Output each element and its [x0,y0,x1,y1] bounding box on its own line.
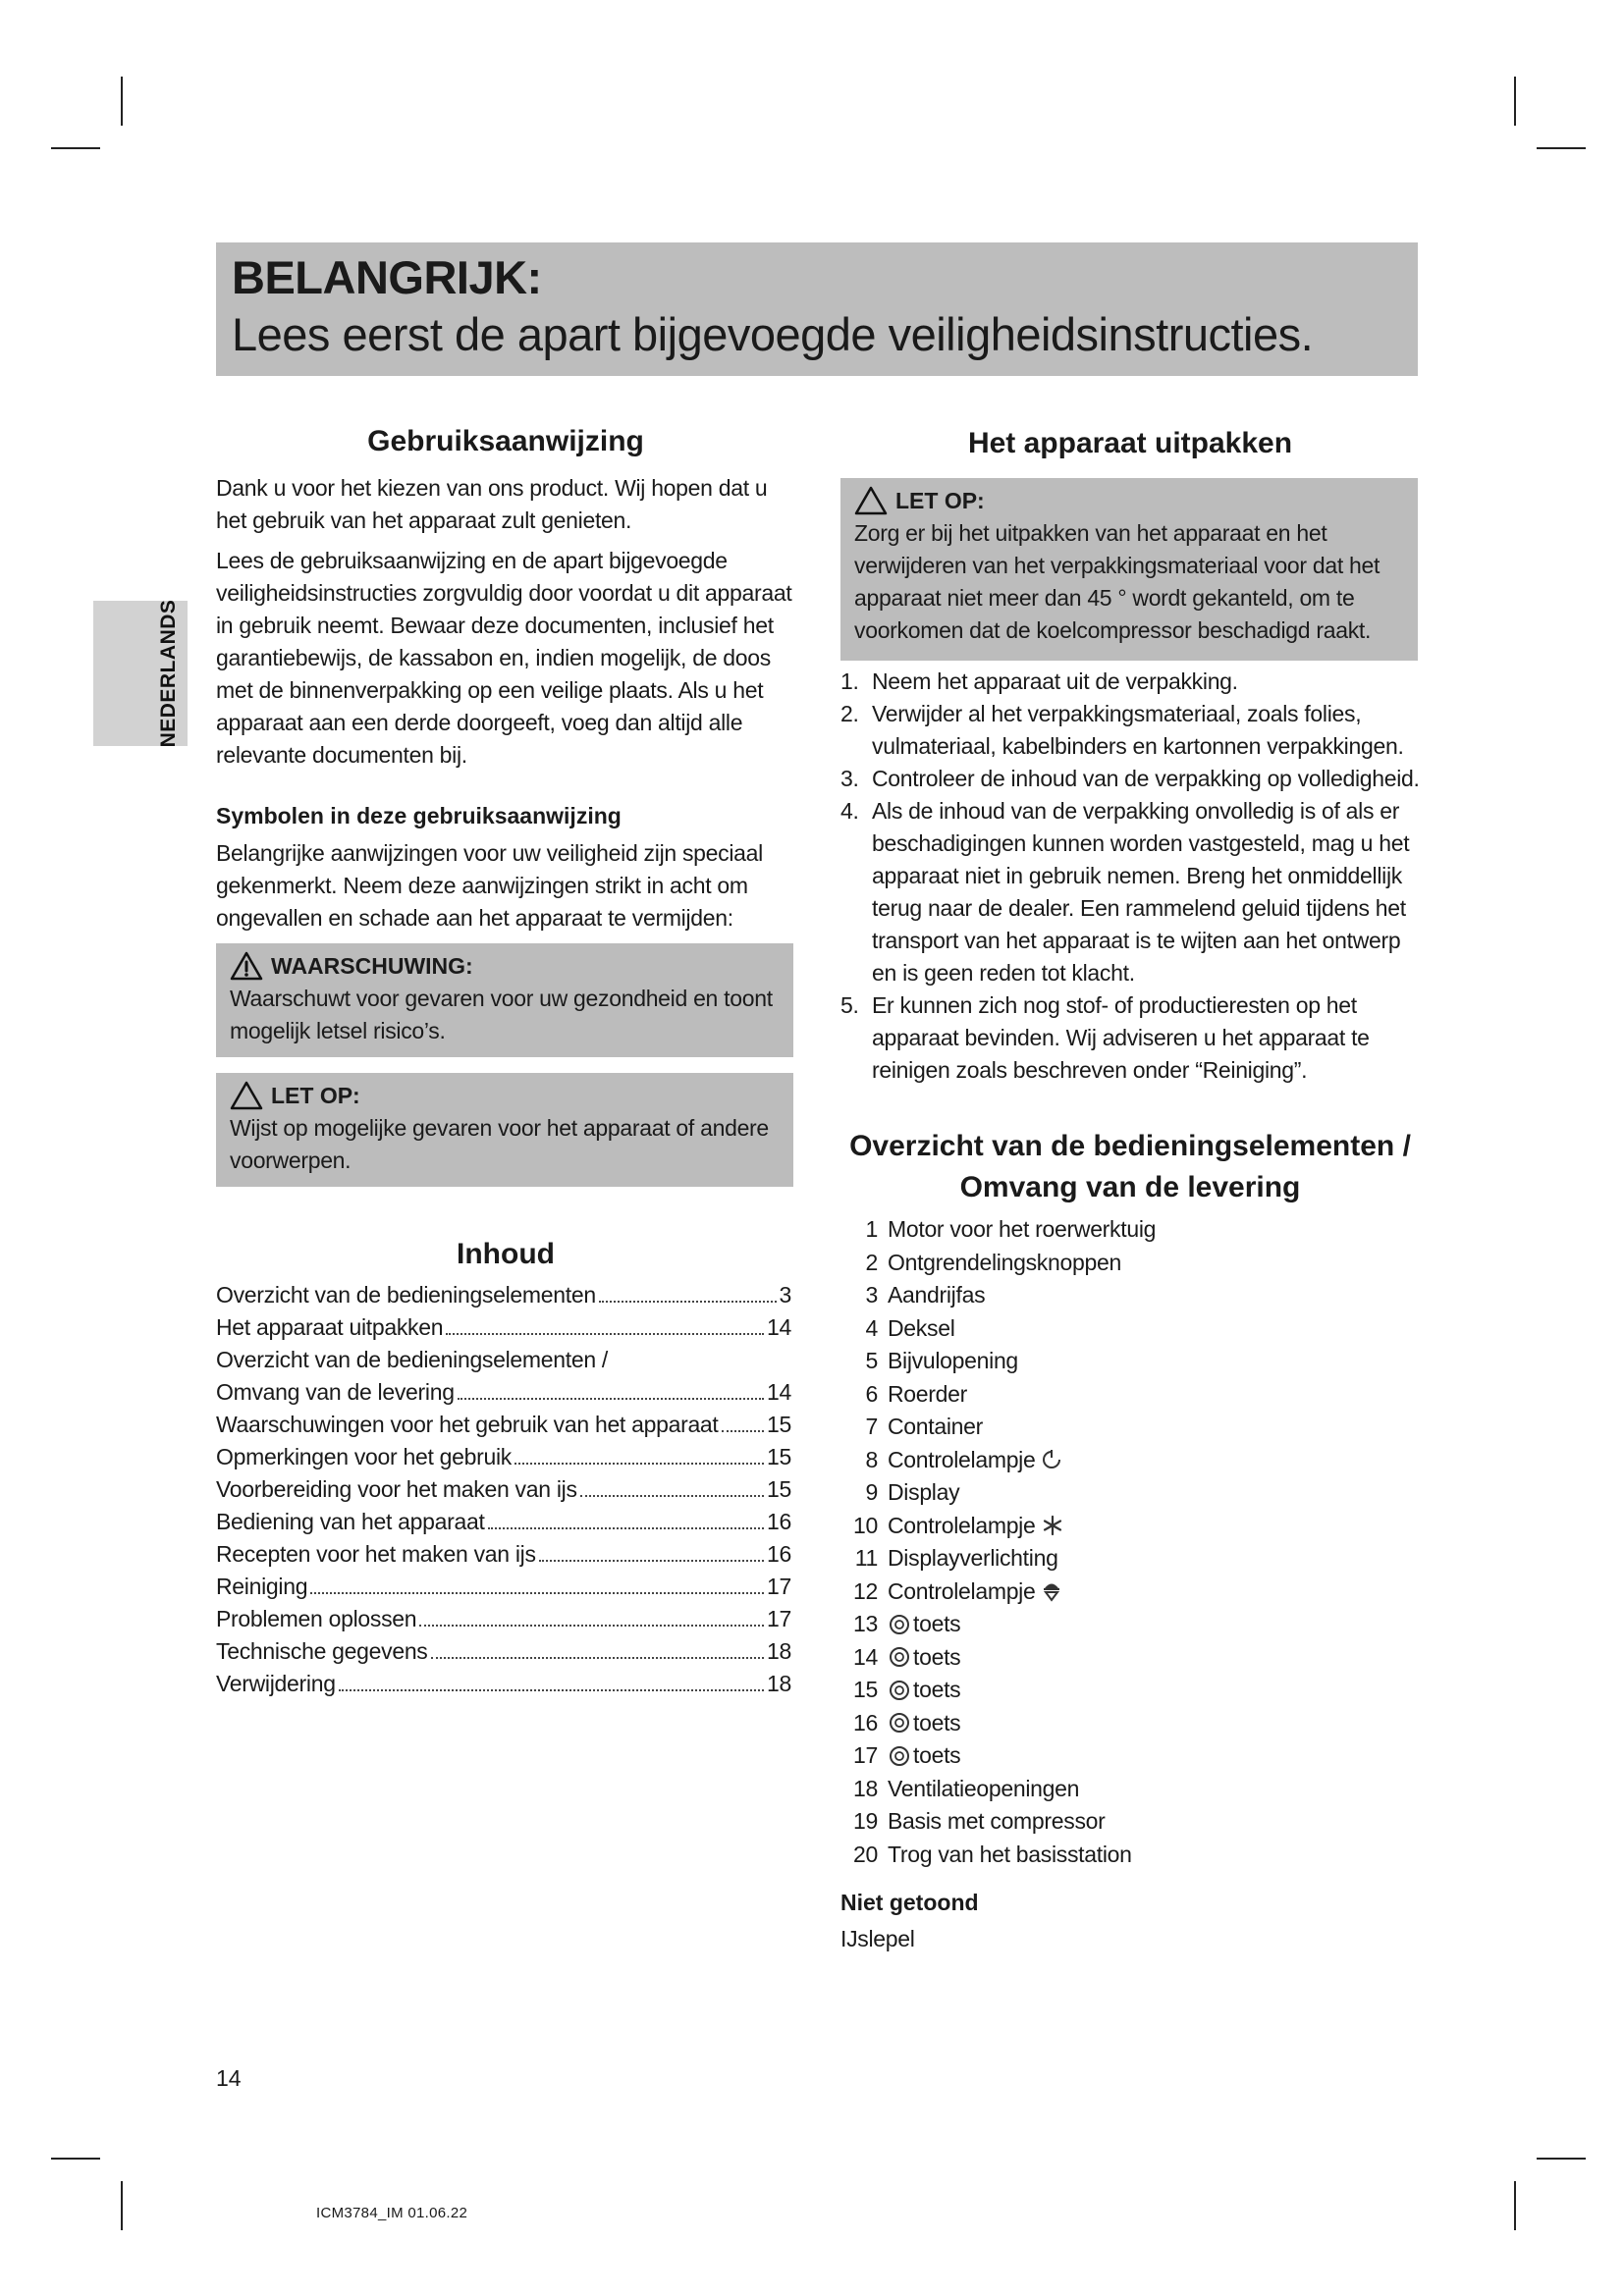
part-label: Controlelampje [888,1577,1036,1604]
list-item [840,763,1420,795]
part-number: 7 [865,1414,878,1440]
toc-page: 17 [767,1574,791,1599]
part-label: Deksel [888,1314,955,1341]
part-number: 12 [853,1577,878,1604]
part-list-item [840,1608,1282,1641]
caution-text: Wijst op mogelijke gevaren voor het apparaat of andere voorwerpen. [230,1115,769,1173]
part-label: Controlelampje [888,1446,1036,1472]
part-list-item [840,1247,1282,1280]
part-number: 10 [853,1512,878,1538]
list-item-text: Verwijder al het verpakkingsmateriaal, zoals folies, vulmateriaal, kabelbinders en kartonnen verpakkingen. [872,701,1404,759]
toc-leader-dots [446,1333,764,1335]
part-number: 1 [865,1216,878,1243]
part-list-item [840,1312,1282,1346]
crop-mark [121,2181,123,2230]
part-number: 5 [865,1348,878,1374]
list-item-number: 4. [840,798,859,824]
instructions-paragraph: Lees de gebruiksaanwijzing en de apart bijgevoegde veiligheidsinstructies zorgvuldig door voordat u dit apparaat in gebruik neemt. Bewaar deze documenten, inclusief het garantiebewijs, de kassabon en, indien mogelijk, de doos met de binnenverpakking op een veilige plaats. Als u het apparaat aan een derde doorgeeft, voeg dan altijd alle relevante documenten bij. [216,548,792,768]
part-list-item [840,1411,1282,1444]
part-list-item [840,1641,1282,1675]
part-list-item [840,1378,1282,1412]
part-label: toets [913,1709,961,1735]
part-number: 16 [853,1709,878,1735]
toc-leader-dots [419,1625,764,1627]
part-list-item [840,1476,1282,1510]
caution-label: LET OP: [271,1083,360,1108]
part-list-item [840,1674,1282,1707]
toc-row [216,1379,791,1412]
toc-row [216,1671,791,1703]
part-label: Roerder [888,1380,967,1407]
list-item-number: 1. [840,668,859,694]
part-list-item [840,1739,1282,1773]
toc-label: Technische gegevens [216,1638,428,1664]
toc-page: 16 [767,1541,791,1567]
toc-row [216,1476,791,1509]
toc-label: Voorbereiding voor het maken van ijs [216,1476,577,1502]
parts-list [840,1213,1282,1871]
button-icon [888,1679,911,1702]
crop-mark [51,2158,100,2160]
warning-triangle-icon [230,951,263,981]
crop-mark [1514,77,1516,126]
part-list-item [840,1213,1282,1247]
important-banner [216,242,1418,376]
part-label: Display [888,1479,960,1506]
list-item [840,698,1420,763]
list-item-text: Controleer de inhoud van de verpakking op volledigheid. [872,766,1420,791]
part-list-item [840,1839,1282,1872]
button-icon [888,1613,911,1636]
part-label: Trog van het basisstation [888,1841,1132,1867]
part-list-item [840,1345,1282,1378]
part-number: 9 [865,1479,878,1506]
toc-leader-dots [488,1527,764,1529]
toc-row [216,1347,791,1379]
part-number: 20 [853,1841,878,1867]
part-label: Ventilatieopeningen [888,1775,1080,1801]
part-list-item [840,1279,1282,1312]
part-label: Motor voor het roerwerktuig [888,1216,1157,1243]
list-item-text: Als de inhoud van de verpakking onvolledig is of als er beschadigingen kunnen worden vastgesteld, mag u het apparaat niet in gebruik nemen. Breng het onmiddellijk terug naar de dealer. Een rammelend geluid tijdens het transport van het apparaat is te wijten aan het ontwerp en is geen reden tot klacht. [872,798,1410,986]
toc-row [216,1541,791,1574]
toc-leader-dots [339,1689,764,1691]
caution-triangle-icon [230,1081,263,1110]
part-number: 11 [854,1545,878,1572]
toc-leader-dots [431,1657,765,1659]
table-of-contents [216,1282,791,1703]
crop-mark [121,77,123,126]
caution-triangle-icon [854,486,888,515]
part-label: toets [913,1643,961,1670]
toc-leader-dots [580,1495,764,1497]
toc-label: Overzicht van de bedieningselementen / [216,1347,609,1372]
unpack-caution-text: Zorg er bij het uitpakken van het apparaat en het verwijderen van het verpakkingsmateriaal voor dat het apparaat niet meer dan 45 ° wordt gekanteld, om te voorkomen dat de koelcompressor beschadigd raakt. [854,520,1380,643]
toc-page: 14 [767,1314,791,1340]
section-heading-unpacking: Het apparaat uitpakken [967,427,1293,459]
footer-code: ICM3784_IM 01.06.22 [316,2205,468,2221]
list-item-number: 5. [840,992,859,1018]
part-list-item [840,1444,1282,1477]
intro-paragraph: Dank u voor het kiezen van ons product. Wij hopen dat u het gebruik van het apparaat zult genieten. [216,475,768,533]
toc-page: 15 [767,1476,791,1502]
toc-row [216,1509,791,1541]
toc-row [216,1412,791,1444]
toc-row [216,1314,791,1347]
caution-label: LET OP: [895,488,985,513]
toc-page: 18 [767,1671,791,1696]
list-item-number: 2. [840,701,859,726]
page-number: 14 [216,2065,242,2091]
part-label: toets [913,1611,961,1637]
part-number: 4 [865,1314,878,1341]
part-list-item [840,1510,1282,1543]
not-shown-item: IJslepel [840,1926,915,1951]
snowflake-icon [1042,1515,1063,1536]
part-label: Ontgrendelingsknoppen [888,1249,1121,1275]
unpack-caution-box [840,478,1418,661]
crop-mark [1537,2158,1586,2160]
caution-box [216,1073,793,1187]
toc-label: Bediening van het apparaat [216,1509,485,1534]
toc-label: Omvang van de levering [216,1379,455,1405]
toc-row [216,1606,791,1638]
part-label: Aandrijfas [888,1282,986,1308]
list-item [840,795,1420,989]
toc-row [216,1574,791,1606]
list-item [840,666,1420,698]
list-item-text: Neem het apparaat uit de verpakking. [872,668,1238,694]
warning-text: Waarschuwt voor gevaren voor uw gezondheid en toont mogelijk letsel risico’s. [230,986,773,1043]
not-shown-heading: Niet getoond [840,1890,979,1915]
part-number: 3 [865,1282,878,1308]
power-cycle-icon [1042,1449,1061,1470]
unpacking-steps [840,666,1420,1087]
part-label: Controlelampje [888,1512,1036,1538]
toc-page: 14 [767,1379,791,1405]
part-number: 17 [853,1742,878,1769]
toc-row [216,1444,791,1476]
toc-label: Problemen oplossen [216,1606,417,1631]
toc-page: 17 [767,1606,791,1631]
overview-heading-line2: Omvang van de levering [959,1171,1301,1203]
part-number: 14 [853,1643,878,1670]
part-list-item [840,1575,1282,1609]
list-item [840,989,1420,1087]
part-label: Bijvulopening [888,1348,1018,1374]
overview-heading-line1: Overzicht van de bedieningselementen / [849,1130,1411,1162]
toc-page: 18 [767,1638,791,1664]
toc-label: Overzicht van de bedieningselementen [216,1282,596,1308]
banner-title: BELANGRIJK: [232,251,542,303]
part-label: toets [913,1677,961,1703]
toc-row [216,1638,791,1671]
crop-mark [1537,147,1586,149]
toc-label: Recepten voor het maken van ijs [216,1541,536,1567]
part-number: 8 [865,1446,878,1472]
toc-leader-dots [514,1463,764,1465]
crop-mark [1514,2181,1516,2230]
language-tab-label: NEDERLANDS [157,599,180,748]
symbols-paragraph: Belangrijke aanwijzingen voor uw veiligheid zijn speciaal gekenmerkt. Neem deze aanwijzingen strikt in acht om ongevallen en schade aan het apparaat te vermijden: [216,840,763,931]
warning-label: WAARSCHUWING: [271,953,473,979]
part-number: 15 [853,1677,878,1703]
toc-label: Het apparaat uitpakken [216,1314,444,1340]
list-item-text: Er kunnen zich nog stof- of productieresten op het apparaat bevinden. Wij adviseren u het apparaat te reinigen zoals beschreven onder “Reiniging”. [872,992,1370,1083]
button-icon [888,1645,911,1669]
toc-heading: Inhoud [457,1238,555,1270]
toc-label: Opmerkingen voor het gebruik [216,1444,512,1469]
part-label: toets [913,1742,961,1769]
toc-leader-dots [458,1398,764,1400]
button-icon [888,1711,911,1735]
toc-leader-dots [539,1560,764,1562]
toc-page: 3 [779,1282,791,1308]
part-list-item [840,1773,1282,1806]
toc-label: Waarschuwingen voor het gebruik van het apparaat [216,1412,719,1437]
toc-label: Verwijdering [216,1671,336,1696]
toc-leader-dots [599,1301,777,1303]
part-number: 2 [865,1249,878,1275]
list-item-number: 3. [840,766,859,791]
toc-leader-dots [310,1592,764,1594]
part-list-item [840,1707,1282,1740]
part-label: Displayverlichting [888,1545,1058,1572]
toc-label: Reiniging [216,1574,308,1599]
part-number: 6 [865,1380,878,1407]
toc-page: 15 [767,1444,791,1469]
part-list-item [840,1542,1282,1575]
toc-page: 16 [767,1509,791,1534]
banner-subtitle: Lees eerst de apart bijgevoegde veiligheidsinstructies. [232,308,1314,360]
warning-box [216,943,793,1057]
symbols-heading: Symbolen in deze gebruiksaanwijzing [216,803,622,828]
part-number: 13 [853,1611,878,1637]
toc-row [216,1282,791,1314]
part-label: Basis met compressor [888,1808,1106,1835]
toc-leader-dots [722,1430,765,1432]
part-number: 18 [853,1775,878,1801]
ice-cream-icon [1042,1580,1061,1602]
section-heading-instructions: Gebruiksaanwijzing [367,425,644,457]
crop-mark [51,147,100,149]
part-label: Container [888,1414,984,1440]
toc-page: 15 [767,1412,791,1437]
part-number: 19 [853,1808,878,1835]
part-list-item [840,1805,1282,1839]
button-icon [888,1744,911,1768]
